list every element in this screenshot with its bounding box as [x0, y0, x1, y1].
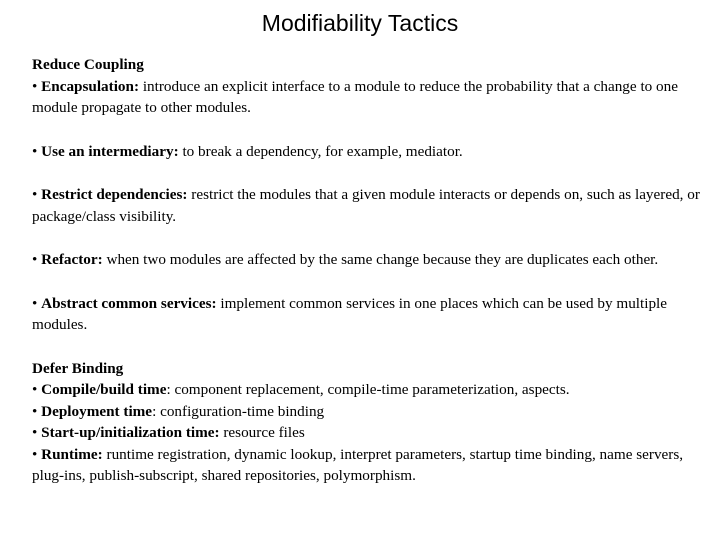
bullet-item-startup-initialization-time	[32, 422, 700, 444]
spacer	[32, 336, 700, 358]
bullet: •	[32, 424, 38, 441]
bullet-text: resource files	[219, 424, 305, 441]
bullet-term: Restrict dependencies:	[41, 186, 188, 203]
bullet-text: when two modules are affected by the same change because they are duplicates each other.	[102, 251, 659, 268]
spacer	[32, 119, 700, 141]
slide-content	[32, 54, 700, 487]
bullet-text: implement common services in one places which can be used by multiple modules.	[32, 294, 668, 333]
bullet-text: : component replacement, compile-time parameterization, aspects.	[166, 381, 570, 398]
bullet-text: : configuration-time binding	[152, 402, 325, 420]
bullet-text: introduce an explicit interface to a module to reduce the probability that a change to one module propagate to other modules.	[32, 77, 678, 116]
bullet: •	[32, 445, 38, 463]
section-heading-defer-binding: Defer Binding	[32, 359, 124, 377]
slide-title: Modifiability Tactics	[261, 10, 459, 36]
bullet: •	[32, 251, 38, 268]
bullet-term: Abstract common services:	[41, 294, 217, 312]
bullet: •	[32, 402, 38, 420]
bullet: •	[32, 142, 38, 160]
bullet-term: Encapsulation:	[41, 77, 140, 95]
bullet-term: Deployment time	[41, 402, 153, 420]
bullet-term: Runtime:	[41, 445, 103, 463]
bullet-item-runtime	[32, 444, 700, 487]
bullet-text: runtime registration, dynamic lookup, interpret parameters, startup time binding, name servers, plug-ins, publish-subscript, shared repositories, polymorphism.	[32, 445, 684, 484]
bullet: •	[32, 186, 38, 203]
bullet: •	[32, 77, 38, 95]
bullet: •	[32, 294, 38, 312]
bullet-item-encapsulation	[32, 76, 700, 119]
bullet-term: Refactor:	[41, 251, 103, 268]
spacer	[32, 271, 700, 293]
bullet-item-refactor	[32, 249, 700, 271]
section-heading-reduce-coupling: Reduce Coupling	[32, 56, 144, 73]
bullet-item-abstract-common-services	[32, 293, 700, 336]
spacer	[32, 227, 700, 249]
spacer	[32, 162, 700, 184]
bullet-term: Use an intermediary:	[41, 142, 179, 160]
bullet-text: restrict the modules that a given module interacts or depends on, such as layered, or package/class visibility.	[32, 186, 700, 225]
bullet-item-restrict-dependencies	[32, 184, 700, 227]
bullet-term: Start-up/initialization time:	[41, 424, 220, 441]
bullet-text: to break a dependency, for example, mediator.	[178, 142, 463, 160]
bullet-item-use-intermediary	[32, 141, 700, 163]
bullet-term: Compile/build time	[41, 381, 167, 398]
bullet: •	[32, 381, 38, 398]
bullet-item-compile-build-time	[32, 379, 700, 401]
bullet-item-deployment-time	[32, 401, 700, 423]
